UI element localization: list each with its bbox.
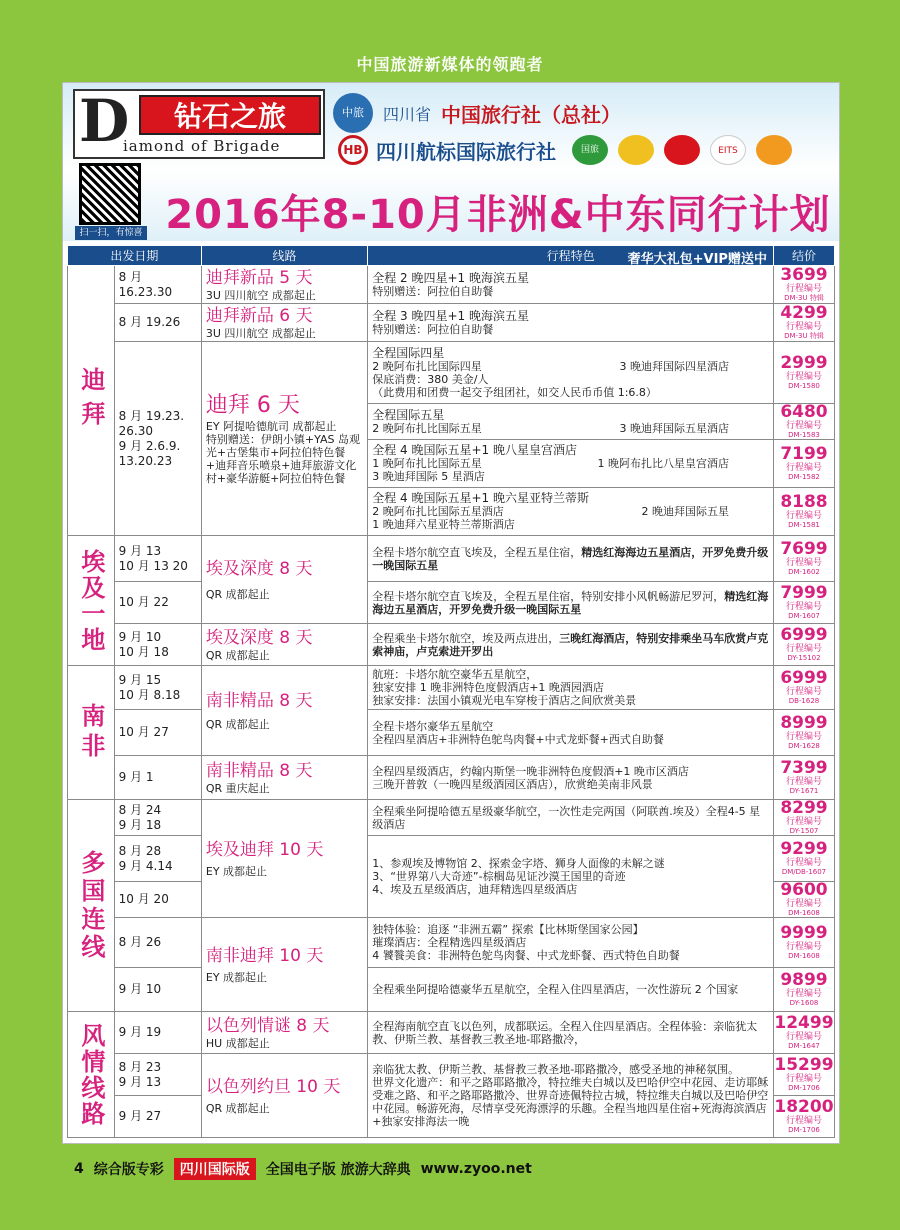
feature-highlight: 精选红海海边五星酒店，开罗免费升级一晚国际五星 — [372, 589, 769, 616]
region-special: 风情线路 — [68, 1012, 115, 1138]
row-route — [201, 756, 367, 800]
trip-code: DY-1671 — [789, 787, 819, 795]
partner-logos — [572, 135, 792, 165]
row-price — [773, 582, 834, 624]
route-detail: 特别赠送：伊朗小镇+YAS 岛观光+古堡集市+阿拉伯特色餐+迪拜音乐喷泉+迪拜旅游文化村+豪华游艇+阿拉伯特色餐 — [205, 433, 360, 485]
row-feature — [368, 440, 774, 488]
row-route — [201, 800, 367, 918]
row-date: 8 月 24 9 月 18 — [114, 800, 201, 836]
row-date: 8 月 19.26 — [114, 304, 201, 342]
website-link[interactable]: www.zyoo.net — [420, 1161, 532, 1177]
row-date: 9 月 13 10 月 13 20 — [114, 536, 201, 582]
feature-line: 全程四星级酒店，约翰内斯堡一晚非洲特色度假酒+1 晚市区酒店 — [372, 764, 689, 778]
brand-logo — [73, 89, 325, 159]
feature-line: 全程 3 晚四星+1 晚海滨五星 — [372, 308, 529, 323]
banner — [63, 83, 839, 241]
price-value: 9600 — [780, 880, 828, 900]
route-name: 埃及迪拜 10 天 — [205, 840, 324, 860]
agency1-name: 中国旅行社（总社） — [441, 102, 622, 127]
price-label: 行程编号 — [785, 1116, 822, 1126]
row-feature — [368, 404, 774, 440]
feature-text: 全程卡塔尔航空直飞埃及，全程五星住宿， — [372, 545, 582, 559]
agency1 — [333, 93, 621, 133]
price-label: 行程编号 — [785, 1032, 822, 1042]
trip-code: DM-1706 — [788, 1126, 820, 1134]
feature-part: 1 晚阿布扎比国际五星 — [372, 457, 482, 470]
price-value: 3699 — [780, 265, 828, 285]
price-value: 12499 — [774, 1013, 834, 1033]
row-route — [201, 266, 367, 304]
row-date: 9 月 27 — [114, 1096, 201, 1138]
route-sub: QR 成都起止 — [205, 718, 270, 731]
price-value: 8999 — [780, 713, 828, 733]
col-price: 结价 — [773, 246, 834, 266]
trip-code: DM-1580 — [788, 382, 820, 390]
row-price — [773, 1096, 834, 1138]
row-price — [773, 266, 834, 304]
price-value: 9299 — [780, 839, 828, 859]
trip-code: DM-1628 — [788, 742, 820, 750]
price-value: 6999 — [780, 668, 828, 688]
feature-line: 三晚开普敦（一晚四星级酒园区酒店），欣赏绝美南非风景 — [372, 777, 653, 791]
trip-code: DY-15102 — [787, 654, 821, 662]
row-feature — [368, 1054, 774, 1138]
edition-tag: 四川国际版 — [174, 1158, 256, 1180]
price-value: 7199 — [780, 444, 828, 464]
trip-code: DM-1608 — [788, 952, 820, 960]
row-price — [773, 666, 834, 710]
row-feature — [368, 624, 774, 666]
price-label: 行程编号 — [785, 777, 822, 787]
table-row[interactable] — [68, 624, 835, 666]
price-label: 行程编号 — [785, 858, 822, 868]
price-value: 8299 — [780, 798, 828, 818]
feature-line: 璀璨酒店：全程精选四星级酒店 — [372, 936, 527, 949]
row-price — [773, 836, 834, 882]
price-label: 行程编号 — [785, 989, 822, 999]
gift-banner: 奢华大礼包+VIP赠送中 — [627, 252, 767, 267]
region-egypt: 埃及一地 — [68, 536, 115, 666]
row-feature — [368, 304, 774, 342]
feature-line: 3 晚迪拜国际 5 星酒店 — [372, 470, 485, 483]
feature-line: 全程卡塔尔豪华五星航空 — [372, 719, 494, 733]
table-row[interactable] — [68, 1054, 835, 1096]
feature-text: 全程卡塔尔航空直飞埃及，全程五星住宿，特别安排小风帆畅游尼罗河， — [372, 589, 725, 603]
partner-logo-icon: 国旅 — [572, 135, 608, 165]
table-row[interactable] — [68, 800, 835, 836]
feature-line: 独家安排：法国小镇观光电车穿梭于酒店之间欣赏美景 — [372, 694, 637, 707]
route-sub: EY 成都起止 — [205, 865, 268, 878]
price-value: 9999 — [780, 923, 828, 943]
region-multi-country: 多国连线 — [68, 800, 115, 1012]
price-label: 行程编号 — [785, 511, 822, 521]
trip-code: DY-1507 — [789, 827, 819, 835]
feature-line — [372, 457, 769, 470]
footer-slogan: 全国电子版 旅游大辞典 — [265, 1162, 411, 1178]
trip-code: DM-1608 — [788, 909, 820, 917]
route-sub: QR 重庆起止 — [205, 782, 270, 795]
table-row[interactable] — [68, 666, 835, 710]
price-label: 行程编号 — [785, 372, 822, 382]
feature-line: 4、埃及五星级酒店，迪拜精选四星级酒店 — [372, 883, 578, 896]
feature-line: 独特体验：追逐 “非洲五霸” 探索【比林斯堡国家公园】 — [372, 923, 644, 936]
row-price — [773, 756, 834, 800]
row-price — [773, 710, 834, 756]
row-feature — [368, 756, 774, 800]
col-feature — [368, 246, 774, 266]
price-value: 7999 — [780, 583, 828, 603]
row-price — [773, 968, 834, 1012]
feature-line: 全程国际五星 — [372, 407, 445, 422]
price-label: 行程编号 — [785, 732, 822, 742]
trip-code: DM-1582 — [788, 473, 820, 481]
row-feature — [368, 968, 774, 1012]
feature-part: 1 晚阿布扎比八星皇宫酒店 — [597, 457, 729, 470]
price-value: 9899 — [780, 970, 828, 990]
table-row[interactable] — [68, 1012, 835, 1054]
agency2 — [338, 135, 792, 165]
price-value: 4299 — [780, 303, 828, 323]
feature-line: 1、参观埃及博物馆 2、探索金字塔、狮身人面像的未解之谜 — [372, 857, 665, 870]
route-name: 埃及深度 8 天 — [205, 559, 313, 579]
page-number: 4 — [74, 1161, 84, 1177]
feature-line: 全程 2 晚四星+1 晚海滨五星 — [372, 270, 529, 285]
agency1-province: 四川省 — [383, 104, 432, 124]
region-dubai: 迪拜 — [68, 266, 115, 536]
price-label: 行程编号 — [785, 1074, 822, 1084]
row-price — [773, 304, 834, 342]
feature-line: 世界文化遗产：和平之路耶路撒冷，特拉维夫白城以及巴哈伊空中花园、走访耶稣受难之路、和平之路耶路撒冷、世界奇迹佩特拉古城，特拉维夫白城以及巴哈伊空中花园。畅游死海，尽情享受死海漂浮的乐趣。全程当地四星住宿+死海海滨酒店+独家安排海法一晚 — [372, 1076, 769, 1128]
feature-line: 全程四星酒店+非洲特色鸵鸟肉餐+中式龙虾餐+西式自助餐 — [372, 732, 664, 746]
route-sub: 3U 四川航空 成都起止 — [205, 289, 316, 302]
trip-code: DM-1581 — [788, 521, 820, 529]
price-label: 行程编号 — [785, 322, 822, 332]
feature-line: 全程乘坐阿提哈德五星级豪华航空，一次性走完两国（阿联酋.埃及）全程4-5 星级酒店 — [372, 804, 761, 831]
feature-part: 2 晚迪拜国际五星 — [641, 505, 729, 518]
route-name: 南非精品 8 天 — [205, 691, 313, 711]
feature-line — [372, 422, 769, 435]
feature-line: 全程 4 晚国际五星+1 晚八星皇宫酒店 — [372, 443, 577, 457]
table-row[interactable] — [68, 266, 835, 304]
price-label: 行程编号 — [785, 463, 822, 473]
row-feature — [368, 836, 774, 918]
region-south-africa: 南非 — [68, 666, 115, 800]
row-feature — [368, 582, 774, 624]
row-route — [201, 1054, 367, 1138]
route-name: 以色列情谜 8 天 — [205, 1016, 330, 1036]
price-label: 行程编号 — [785, 284, 822, 294]
route-sub: QR 成都起止 — [205, 649, 270, 662]
row-feature — [368, 800, 774, 836]
feature-part: 3 晚迪拜国际五星酒店 — [619, 421, 729, 435]
row-price — [773, 440, 834, 488]
route-sub: QR 成都起止 — [205, 588, 270, 601]
price-value: 7699 — [780, 539, 828, 559]
page-title: 2016年8-10月非洲&中东同行计划 — [165, 192, 831, 238]
price-value: 7399 — [780, 758, 828, 778]
partner-logo-icon — [664, 135, 700, 165]
table-row[interactable] — [68, 536, 835, 582]
row-date: 9 月 1 — [114, 756, 201, 800]
price-value: 18200 — [774, 1097, 834, 1117]
row-route — [201, 666, 367, 756]
trip-code: DM-1602 — [788, 568, 820, 576]
route-name: 迪拜新品 6 天 — [205, 306, 313, 326]
price-value: 6480 — [780, 402, 828, 422]
partner-logo-icon: EITS — [710, 135, 746, 165]
row-date: 8 月 16.23.30 — [114, 266, 201, 304]
price-value: 15299 — [774, 1055, 834, 1075]
price-label: 行程编号 — [785, 942, 822, 952]
row-price — [773, 342, 834, 404]
feature-line: 全程 4 晚国际五星+1 晚六星亚特兰蒂斯 — [372, 491, 589, 505]
price-value: 6999 — [780, 625, 828, 645]
row-feature — [368, 1012, 774, 1054]
trip-code: DM/DB-1607 — [781, 868, 827, 876]
feature-highlight: 精选红海海边五星酒店，开罗免费升级一晚国际五星 — [372, 545, 769, 572]
feature-line: 3、“世界第八大奇迹”-棕榈岛见证沙漠王国里的奇迹 — [372, 870, 626, 883]
route-sub: HU 成都起止 — [205, 1037, 270, 1050]
feature-part: 2 晚阿布扎比国际五星酒店 — [372, 505, 504, 518]
col-route: 线路 — [201, 246, 367, 266]
col-feature-label: 行程特色 — [546, 249, 595, 263]
table-row[interactable] — [68, 836, 835, 882]
feature-line: 航班：卡塔尔航空豪华五星航空， — [372, 668, 538, 681]
feature-line: 全程海南航空直飞以色列，成都联运。全程入住四星酒店。全程体验：亲临犹太教、伊斯兰教、基督教三教圣地-耶路撒冷， — [372, 1019, 758, 1046]
row-feature — [368, 666, 774, 710]
feature-line: 独家安排 1 晚非洲特色度假酒店+1 晚酒园酒店 — [372, 681, 604, 694]
col-date: 出发日期 — [68, 246, 202, 266]
table-row[interactable] — [68, 918, 835, 968]
row-price — [773, 404, 834, 440]
row-route — [201, 918, 367, 1012]
row-price — [773, 918, 834, 968]
row-price — [773, 1012, 834, 1054]
row-feature — [368, 710, 774, 756]
row-date: 9 月 19 — [114, 1012, 201, 1054]
table-row[interactable] — [68, 756, 835, 800]
feature-part: 2 晚阿布扎比国际五星 — [372, 421, 482, 435]
price-label: 行程编号 — [785, 602, 822, 612]
route-sub: 3U 四川航空 成都起止 — [205, 327, 316, 340]
trip-code: DM-3U 特辑 — [784, 294, 824, 302]
row-route — [201, 624, 367, 666]
row-price — [773, 488, 834, 536]
trip-code: DM-3U 特辑 — [784, 332, 824, 340]
feature-text: 全程乘坐卡塔尔航空，埃及两点进出， — [372, 631, 560, 645]
price-value: 8188 — [780, 492, 828, 512]
price-label: 行程编号 — [785, 817, 822, 827]
row-date: 8 月 19.23. 26.30 9 月 2.6.9. 13.20.23 — [114, 342, 201, 536]
row-date: 9 月 10 10 月 18 — [114, 624, 201, 666]
table-row[interactable] — [68, 582, 835, 624]
agency2-name: 四川航标国际旅行社 — [376, 139, 556, 164]
price-label: 行程编号 — [785, 899, 822, 909]
row-price — [773, 800, 834, 836]
feature-highlight: 三晚红海酒店，特别安排乘坐马车欣赏卢克索神庙，卢克索进开罗出 — [372, 631, 769, 658]
row-date: 8 月 23 9 月 13 — [114, 1054, 201, 1096]
agency1-logo-icon: 中旅 — [333, 93, 373, 133]
route-name: 南非迪拜 10 天 — [205, 946, 324, 966]
qr-caption: 扫一扫，有惊喜 — [75, 226, 147, 240]
feature-line: （此费用和团费一起交予组团社，如交人民币币值 1:6.8） — [372, 385, 657, 399]
partner-logo-icon — [756, 135, 792, 165]
route-sub: QR 成都起止 — [205, 1102, 270, 1115]
route-name: 南非精品 8 天 — [205, 761, 313, 781]
trip-code: DM-1647 — [788, 1042, 820, 1050]
price-label: 行程编号 — [785, 644, 822, 654]
logo-chinese-name: 钻石之旅 — [139, 95, 321, 135]
table-row[interactable] — [68, 342, 835, 404]
table-row[interactable] — [68, 710, 835, 756]
footer — [74, 1158, 532, 1180]
feature-line: 1 晚迪拜六星亚特兰蒂斯酒店 — [372, 518, 515, 531]
logo-letter: D — [79, 87, 130, 155]
row-feature — [368, 266, 774, 304]
agency2-logo-icon: HB — [338, 135, 368, 165]
table-row[interactable] — [68, 304, 835, 342]
row-route — [201, 536, 367, 624]
row-price — [773, 1054, 834, 1096]
route-name: 以色列约旦 10 天 — [205, 1077, 341, 1097]
logo-english-name: iamond of Brigade — [123, 137, 281, 155]
price-value: 2999 — [780, 353, 828, 373]
row-route — [201, 304, 367, 342]
price-label: 行程编号 — [785, 687, 822, 697]
feature-line — [372, 505, 769, 518]
row-date: 10 月 27 — [114, 710, 201, 756]
row-price — [773, 624, 834, 666]
row-date: 8 月 28 9 月 4.14 — [114, 836, 201, 882]
row-price — [773, 536, 834, 582]
price-label: 行程编号 — [785, 558, 822, 568]
content-panel — [62, 82, 840, 1144]
row-feature — [368, 488, 774, 536]
row-price — [773, 882, 834, 918]
row-date: 9 月 15 10 月 8.18 — [114, 666, 201, 710]
row-route — [201, 1012, 367, 1054]
route-sub: EY 成都起止 — [205, 971, 268, 984]
partner-logo-icon — [618, 135, 654, 165]
table-row[interactable] — [68, 968, 835, 1012]
trip-code: DM-1583 — [788, 431, 820, 439]
qr-code-icon[interactable] — [79, 163, 141, 225]
row-date: 9 月 10 — [114, 968, 201, 1012]
tour-table — [67, 245, 835, 1138]
feature-line: 全程乘坐阿提哈德豪华五星航空，全程入住四星酒店，一次性游玩 2 个国家 — [372, 983, 739, 996]
trip-code: DM-1706 — [788, 1084, 820, 1092]
route-name: 埃及深度 8 天 — [205, 628, 313, 648]
row-date: 10 月 20 — [114, 882, 201, 918]
feature-line: 4 饕餮美食：非洲特色鸵鸟肉餐、中式龙虾餐、西式特色自助餐 — [372, 949, 680, 962]
row-feature — [368, 342, 774, 404]
feature-part: 2 晚阿布扎比国际四星 — [372, 359, 482, 373]
route-sub: EY 阿提哈德航司 成都起止 — [205, 420, 337, 433]
edition-label: 综合版专彩 — [93, 1162, 164, 1178]
row-route — [201, 342, 367, 536]
feature-line: 保底消费：380 美金/人 — [372, 372, 489, 386]
row-feature — [368, 918, 774, 968]
feature-part: 3 晚迪拜国际四星酒店 — [619, 359, 729, 373]
route-name: 迪拜新品 5 天 — [205, 268, 313, 288]
feature-line: 全程国际四星 — [372, 345, 445, 360]
feature-line: 亲临犹太教、伊斯兰教、基督教三教圣地-耶路撒冷，感受圣地的神秘氛围。 — [372, 1063, 740, 1076]
price-label: 行程编号 — [785, 421, 822, 431]
feature-line — [372, 360, 769, 373]
trip-code: DM-1607 — [788, 612, 820, 620]
row-feature — [368, 536, 774, 582]
trip-code: DB-1628 — [788, 697, 820, 705]
row-date: 10 月 22 — [114, 582, 201, 624]
feature-line: 特别赠送：阿拉伯自助餐 — [372, 322, 494, 336]
feature-line: 特别赠送：阿拉伯自助餐 — [372, 284, 494, 298]
top-slogan: 中国旅游新媒体的领跑者 — [356, 55, 544, 74]
trip-code: DY-1608 — [789, 999, 819, 1007]
row-date: 8 月 26 — [114, 918, 201, 968]
route-name: 迪拜 6 天 — [205, 393, 300, 418]
